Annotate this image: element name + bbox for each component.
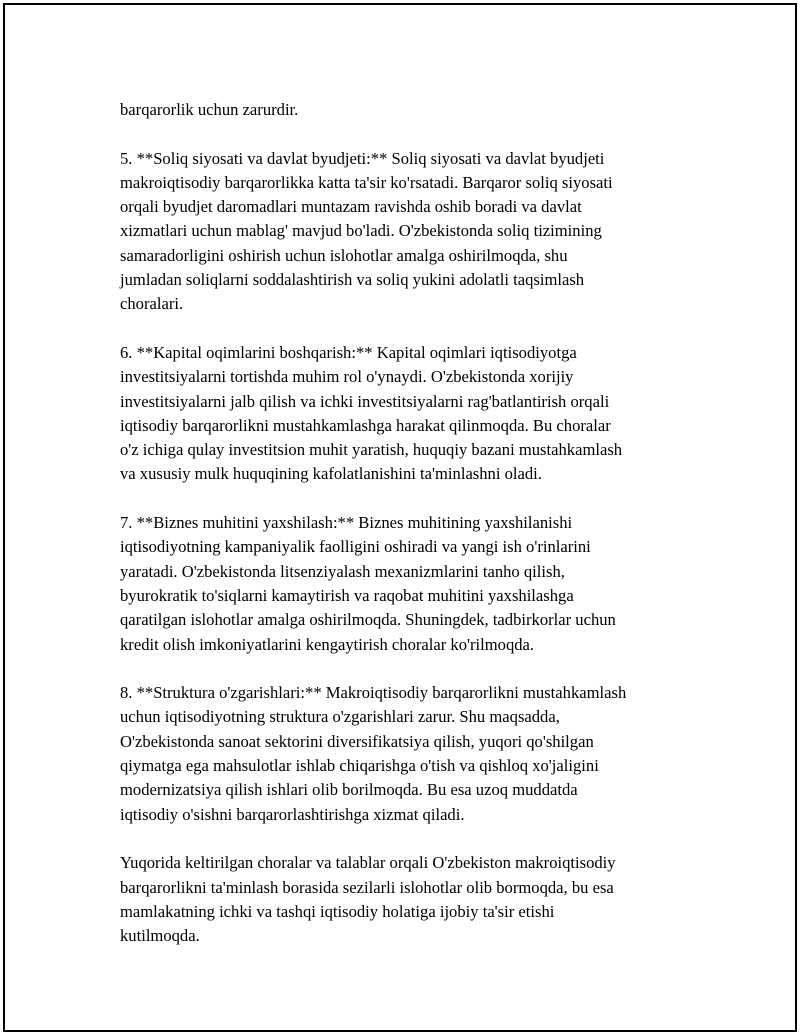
text-line: investitsiyalarni jalb qilish va ichki investitsiyalarni rag'batlantirish orqali	[120, 391, 610, 411]
text-line: O'zbekistonda sanoat sektorini diversifikatsiya qilish, yuqori qo'shilgan	[120, 731, 594, 751]
text-line: 8. **Struktura o'zgarishlari:** Makroiqtisodiy barqarorlikni mustahkamlash	[120, 683, 627, 703]
text-line: qiymatga ega mahsulotlar ishlab chiqarishga o'tish va qishloq xo'jaligini	[120, 756, 599, 776]
text-line: orqali byudjet daromadlari muntazam ravishda oshib boradi va davlat	[120, 197, 582, 217]
text-line: Yuqorida keltirilgan choralar va talablar orqali O'zbekiston makroiqtisodiy	[120, 853, 616, 873]
text-line: iqtisodiy barqarorlikni mustahkamlashga harakat qilinmoqda. Bu choralar	[120, 415, 611, 435]
text-line: kutilmoqda.	[120, 926, 200, 946]
text-line: va xususiy mulk huquqining kafolatlanishini ta'minlashni oladi.	[120, 464, 542, 484]
page-frame	[3, 3, 797, 1032]
text-line: qaratilgan islohotlar amalga oshirilmoqda. Shuningdek, tadbirkorlar uchun	[120, 610, 616, 630]
text-line: barqarorlikni ta'minlash borasida sezilarli islohotlar olib bormoqda, bu esa	[120, 877, 614, 897]
text-line: modernizatsiya qilish ishlari olib borilmoqda. Bu esa uzoq muddatda	[120, 780, 578, 800]
paragraph-continuation	[120, 98, 685, 122]
text-line: o'z ichiga qulay investitsion muhit yaratish, huquqiy bazani mustahkamlash	[120, 440, 623, 460]
paragraph-item-7-business-environment	[120, 511, 685, 657]
text-line: barqarorlik uchun zarurdir.	[120, 100, 299, 119]
paragraph-item-5-tax-policy	[120, 147, 685, 317]
text-line: yaratadi. O'zbekistonda litsenziyalash mexanizmlarini tanho qilish,	[120, 561, 565, 581]
text-line: 5. **Soliq siyosati va davlat byudjeti:** Soliq siyosati va davlat byudjeti	[120, 148, 605, 168]
paragraph-item-8-structural-changes	[120, 681, 685, 827]
document-body	[120, 98, 685, 973]
text-line: byurokratik to'siqlarni kamaytirish va raqobat muhitini yaxshilashga	[120, 585, 574, 605]
paragraph-item-6-capital-flows	[120, 341, 685, 487]
text-line: makroiqtisodiy barqarorlikka katta ta'sir ko'rsatadi. Barqaror soliq siyosati	[120, 172, 613, 192]
text-line: investitsiyalarni tortishda muhim rol o'ynaydi. O'zbekistonda xorijiy	[120, 367, 574, 387]
text-line: iqtisodiy o'sishni barqarorlashtirishga xizmat qiladi.	[120, 804, 465, 824]
text-line: 7. **Biznes muhitini yaxshilash:** Biznes muhitining yaxshilanishi	[120, 513, 573, 533]
text-line: iqtisodiyotning kampaniyalik faolligini oshiradi va yangi ish o'rinlarini	[120, 537, 591, 557]
text-line: jumladan soliqlarni soddalashtirish va soliq yukini adolatli taqsimlash	[120, 270, 585, 290]
text-line: kredit olish imkoniyatlarini kengaytirish choralar ko'rilmoqda.	[120, 634, 535, 654]
text-line: samaradorligini oshirish uchun islohotlar amalga oshirilmoqda, shu	[120, 245, 568, 265]
text-line: 6. **Kapital oqimlarini boshqarish:** Kapital oqimlari iqtisodiyotga	[120, 342, 577, 362]
text-line: xizmatlari uchun mablag' mavjud bo'ladi. O'zbekistonda soliq tizimining	[120, 221, 602, 241]
text-line: choralari.	[120, 294, 184, 314]
text-line: uchun iqtisodiyotning struktura o'zgarishlari zarur. Shu maqsadda,	[120, 707, 560, 727]
text-line: mamlakatning ichki va tashqi iqtisodiy holatiga ijobiy ta'sir etishi	[120, 901, 555, 921]
paragraph-conclusion	[120, 851, 685, 948]
